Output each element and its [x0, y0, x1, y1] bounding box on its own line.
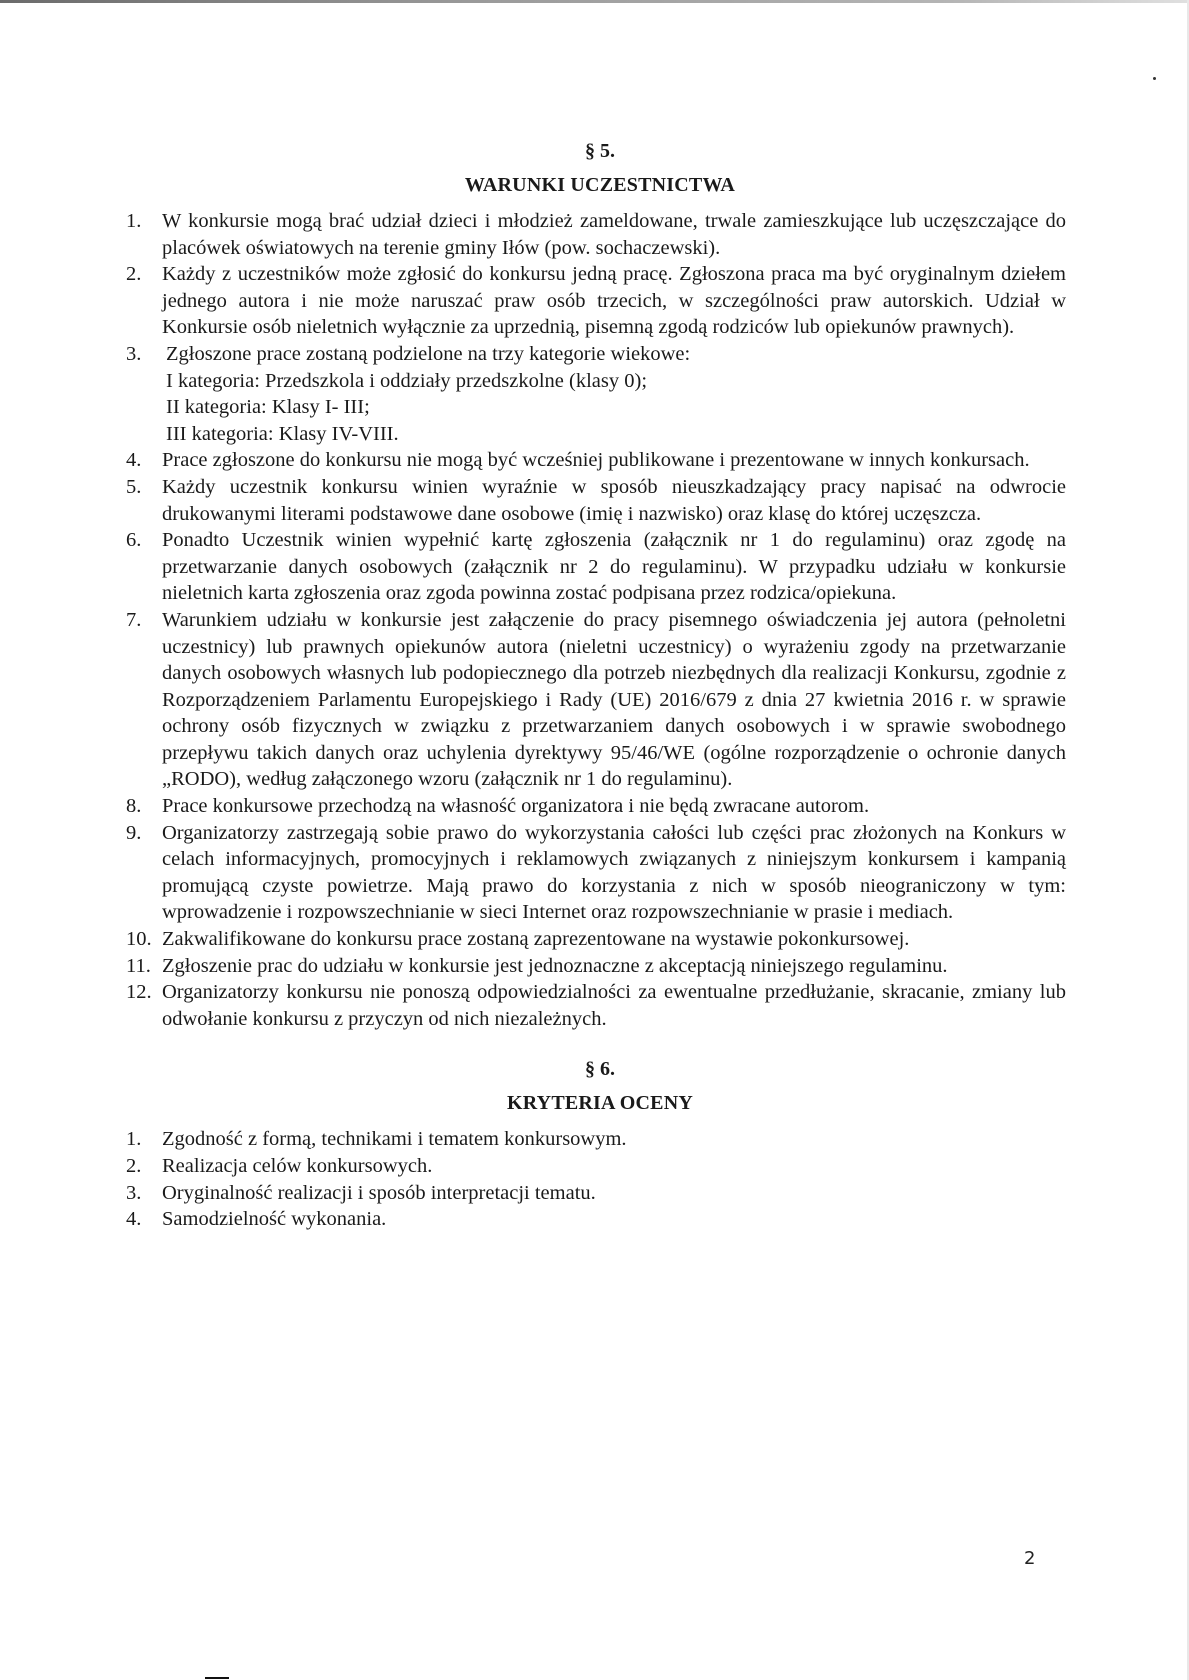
item-number: 8. [126, 795, 142, 818]
item-number: 6. [126, 529, 142, 552]
item-text: Zgłoszenie prac do udziału w konkursie jest jednoznaczne z akceptacją niniejszego regulaminu. [162, 954, 948, 977]
section-5-list [126, 208, 1066, 1032]
item-text: W konkursie mogą brać udział dzieci i młodzież zameldowane, trwale zamieszkujące lub uczęszczające do placówek oświatowych na terenie gminy Iłów (pow. sochaczewski). [162, 210, 1066, 259]
item-number: 12. [126, 981, 152, 1004]
list-item [126, 926, 1066, 953]
category-2: II kategoria: Klasy I- III; [166, 396, 370, 419]
document-page [126, 138, 1066, 1233]
item-number: 1. [126, 1128, 142, 1151]
item-text: Prace konkursowe przechodzą na własność organizatora i nie będą zwracane autorom. [162, 795, 870, 818]
list-item [126, 341, 1066, 447]
item-text: Każdy uczestnik konkursu winien wyraźnie w sposób nieuszkadzający pracy napisać na odwrocie drukowanymi literami podstawowe dane osobowe (imię i nazwisko) oraz klasę do której uczęszcza. [162, 475, 1066, 525]
list-item [126, 953, 1066, 980]
item-number: 4. [126, 1208, 142, 1231]
item-text: Realizacja celów konkursowych. [162, 1155, 433, 1177]
scan-edge-top [0, 0, 1189, 3]
item-number: 2. [126, 1155, 142, 1177]
item-text: Każdy z uczestników może zgłosić do konkursu jedną pracę. Zgłoszona praca ma być oryginalnym dziełem jednego autora i nie może naruszać praw osób trzecich, w szczególności praw autorskich. Udział w Konkursie osób nieletnich wyłącznie za uprzednią, pisemną zgodą rodziców lub opiekunów prawnych). [162, 263, 1066, 339]
item-text: Warunkiem udziału w konkursie jest załączenie do pracy pisemnego oświadczenia jej autora (pełnoletni uczestnicy) lub prawnych opiekunów autora (nieletni uczestnicy) o wyrażeniu zgody na przetwarzanie danych osobowych własnych lub podopiecznego dla potrzeb niezbędnych dla realizacji Konkursu, zgodnie z Rozporządzeniem Parlamentu Europejskiego i Rady (UE) 2016/679 z dnia 27 kwietnia 2016 r. w sprawie ochrony osób fizycznych w związku z przetwarzaniem danych osobowych i w sprawie swobodnego przepływu takich danych oraz uchylenia dyrektywy 95/46/WE (ogólne rozporządzenie o ochronie danych „RODO), według załączonego wzoru (załącznik nr 1 do regulaminu). [162, 608, 1066, 791]
list-item [126, 1206, 1066, 1233]
item-text: Zakwalifikowane do konkursu prace zostaną zaprezentowane na wystawie pokonkursowej. [162, 928, 910, 951]
list-item [126, 208, 1066, 261]
list-item [126, 607, 1066, 793]
item-text: Organizatorzy konkursu nie ponoszą odpowiedzialności za ewentualne przedłużanie, skracanie, zmiany lub odwołanie konkursu z przyczyn od nich niezależnych. [162, 981, 1066, 1030]
section-6-symbol: § 6. [585, 1058, 615, 1081]
item-text: Organizatorzy zastrzegają sobie prawo do wykorzystania całości lub części prac złożonych na Konkurs w celach informacyjnych, promocyjnych i reklamowych związanych z niniejszym konkursem i kampanią promującą czyste powietrze. Mają prawo do korzystania z nich w sposób nieograniczony w tym: wprowadzenie i rozpowszechnianie w sieci Internet oraz rozpowszechnianie w prasie i mediach. [162, 821, 1066, 924]
list-item [126, 820, 1066, 926]
section-6-title: KRYTERIA OCENY [506, 1092, 693, 1115]
list-item [126, 1180, 1066, 1207]
scan-speck [1153, 77, 1156, 80]
category-3: III kategoria: Klasy IV-VIII. [166, 422, 399, 445]
item-text: Ponadto Uczestnik winien wypełnić kartę zgłoszenia (załącznik nr 1 do regulaminu) oraz zgodę na przetwarzanie danych osobowych (załącznik nr 2 do regulaminu). W przypadku udziału w konkursie nieletnich karta zgłoszenia oraz zgoda powinna zostać podpisana przez rodzica/opiekuna. [162, 529, 1066, 605]
section-5 [126, 138, 1066, 1032]
list-item [126, 979, 1066, 1032]
section-6 [126, 1056, 1066, 1232]
section-6-list [126, 1126, 1066, 1232]
list-item [126, 527, 1066, 607]
list-item [126, 261, 1066, 341]
item-text: Zgłoszone prace zostaną podzielone na trzy kategorie wiekowe: [166, 342, 691, 365]
item-number: 2. [126, 263, 142, 286]
item-number: 9. [126, 821, 142, 844]
item-text: Prace zgłoszone do konkursu nie mogą być wcześniej publikowane i prezentowane w innych konkursach. [162, 449, 1030, 472]
list-item [126, 1153, 1066, 1180]
item-number: 4. [126, 449, 142, 472]
list-item [126, 1126, 1066, 1153]
list-item [126, 447, 1066, 474]
footer-rule [205, 1677, 229, 1679]
page-number: 2 [1024, 1548, 1036, 1569]
item-text: Oryginalność realizacji i sposób interpretacji tematu. [162, 1181, 596, 1204]
section-5-title: WARUNKI UCZESTNICTWA [464, 174, 736, 196]
item-number: 7. [126, 608, 142, 631]
item-number: 10. [126, 928, 152, 951]
category-1: I kategoria: Przedszkola i oddziały przedszkolne (klasy 0); [166, 369, 648, 392]
item-text: Zgodność z formą, technikami i tematem konkursowym. [162, 1128, 627, 1151]
list-item [126, 474, 1066, 527]
item-number: 3. [126, 1181, 142, 1204]
item-text: Samodzielność wykonania. [162, 1208, 387, 1231]
section-5-symbol: § 5. [585, 140, 615, 162]
item-number: 5. [126, 475, 142, 498]
item-number: 11. [126, 954, 151, 977]
item-number: 3. [126, 342, 142, 365]
item-number: 1. [126, 210, 142, 232]
list-item [126, 793, 1066, 820]
